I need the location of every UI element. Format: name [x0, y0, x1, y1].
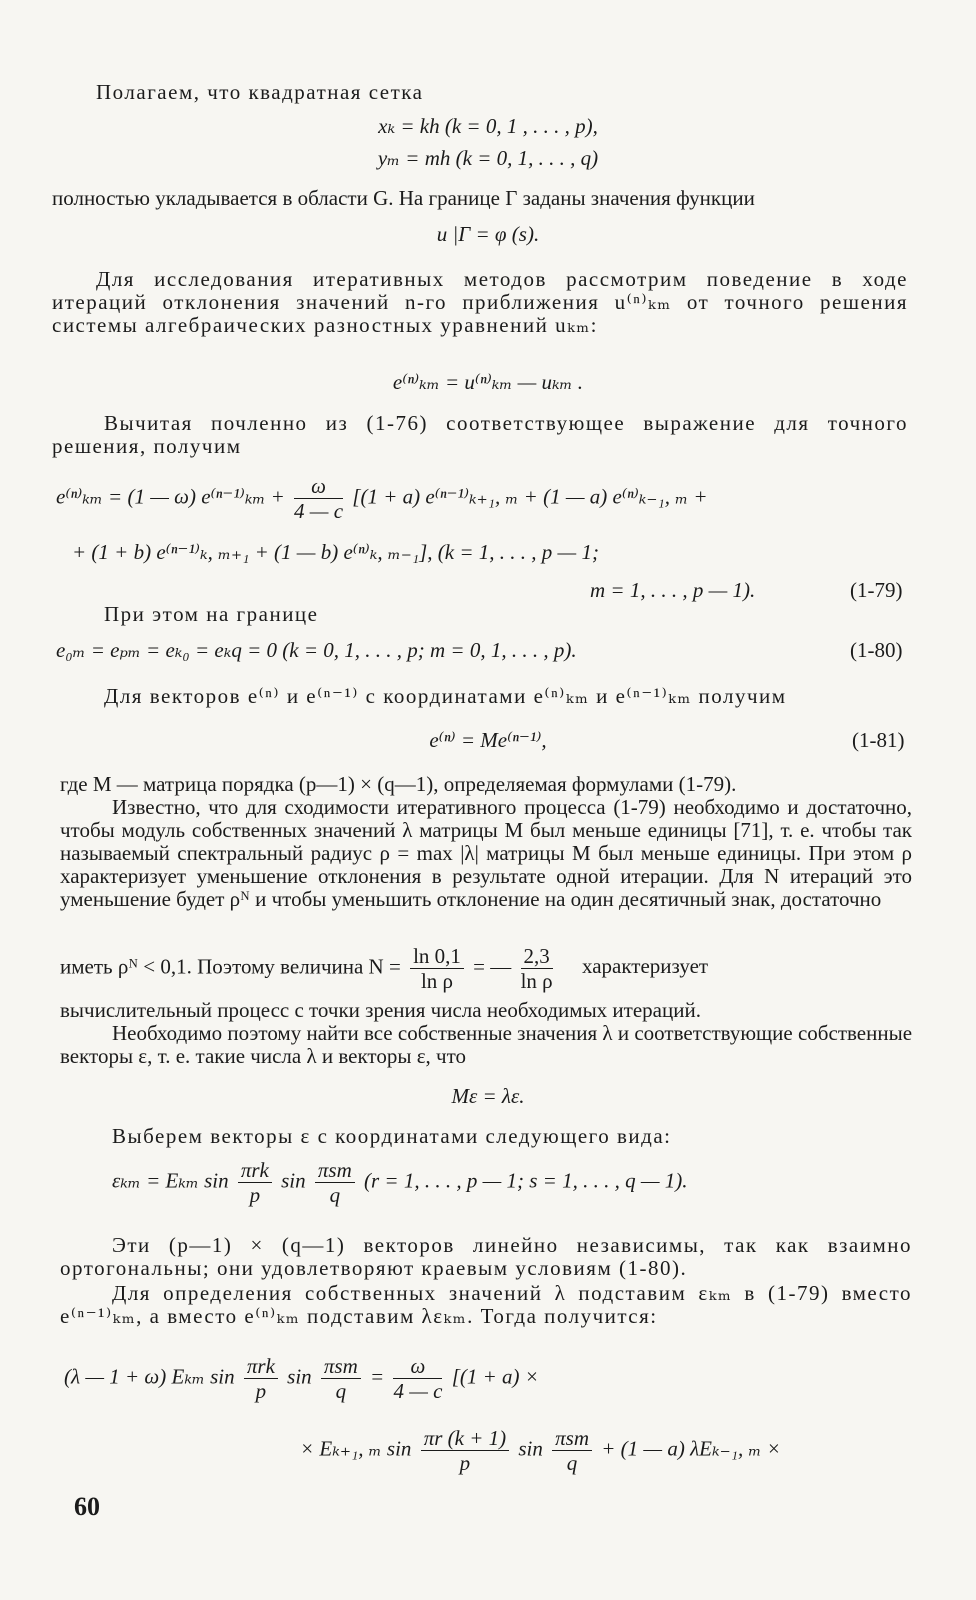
ln-fraction-1-den: ln ρ — [420, 969, 454, 993]
eq79-fraction — [294, 474, 343, 523]
ln-fraction-2 — [521, 944, 553, 993]
eq79-frac-den: 4 — c — [294, 499, 344, 523]
ln-fraction-1 — [410, 944, 464, 993]
intro-text: Полагаем, что квадратная сетка — [96, 80, 424, 104]
vec-sin: sin — [281, 1168, 306, 1193]
eq80: e₀ₘ = eₚₘ = eₖ₀ = eₖq = 0 (k = 0, 1, . . . , p; m = 0, 1, . . . , p). — [56, 638, 577, 662]
iterations-mid: = — — [473, 954, 512, 979]
final2-fraction-2-num: πsm — [552, 1426, 592, 1451]
eq81: e⁽ⁿ⁾ = Me⁽ⁿ⁻¹⁾, — [429, 728, 547, 752]
final-fraction-3-num: ω — [393, 1354, 442, 1379]
final-equals: = — [370, 1364, 385, 1389]
final-right: [(1 + a) × — [451, 1364, 539, 1389]
eq81-number: (1-81) — [852, 728, 905, 752]
grid-y-equation: yₘ = mh (k = 0, 1, . . . , q) — [377, 146, 599, 170]
final-equation-line1 — [64, 1354, 539, 1403]
final-fraction-1-num: πrk — [244, 1354, 278, 1379]
final2-fraction-1 — [421, 1426, 509, 1475]
paragraph-1: Для исследования итеративных методов рассмотрим поведение в ходе итераций отклонения значений n-го приближения u⁽ⁿ⁾ₖₘ от точного решения системы алгебраических разностных уравнений uₖₘ: — [52, 267, 908, 337]
final2-sin: sin — [518, 1436, 543, 1461]
ln-fraction-2-den: ln ρ — [520, 969, 553, 993]
ln-fraction-2-num: 2,3 — [521, 944, 553, 969]
eq79-number: (1-79) — [850, 578, 903, 602]
error-definition: e⁽ⁿ⁾ₖₘ = u⁽ⁿ⁾ₖₘ — uₖₘ . — [392, 370, 584, 394]
vec-fraction-1 — [238, 1158, 272, 1207]
boundary2-text: При этом на границе — [104, 602, 319, 626]
paragraph-4: Необходимо поэтому найти все собственные значения λ и соответствующие собственные векторы ε, т. е. такие числа λ и векторы ε, что — [60, 1021, 913, 1068]
eigenvector-equation — [112, 1158, 688, 1207]
final-left: (λ — 1 + ω) Eₖₘ sin — [64, 1364, 235, 1389]
boundary-equation: u |Γ = φ (s). — [436, 222, 540, 246]
vec-fraction-2-num: πsm — [315, 1158, 355, 1183]
paragraph-5: Выберем векторы ε с координатами следующего вида: — [112, 1124, 672, 1148]
page-number: 60 — [74, 1492, 100, 1521]
final-fraction-2 — [321, 1354, 361, 1403]
final-equation-line2 — [300, 1426, 781, 1475]
final-fraction-3 — [393, 1354, 442, 1403]
final-fraction-1-den: p — [255, 1379, 267, 1403]
eq79-line3: m = 1, . . . , p — 1). — [590, 578, 756, 602]
eq79-line1-right: [(1 + a) e⁽ⁿ⁻¹⁾ₖ₊₁, ₘ + (1 — a) e⁽ⁿ⁾ₖ₋₁, ₘ + — [352, 484, 708, 509]
eq80-number: (1-80) — [850, 638, 903, 662]
eq79-frac-num: ω — [294, 474, 343, 499]
vec-fraction-1-den: p — [249, 1183, 261, 1207]
paragraph-3: Известно, что для сходимости итеративного процесса (1-79) необходимо и достаточно, чтобы модуль собственных значений λ матрицы M был меньше единицы [71], т. е. чтобы так называемый спектральный радиус ρ = max |λ| матрицы M был меньше единицы. При этом ρ характеризует уменьшение отклонения в результате одной итерации. Для N итераций это уменьшение будет ρᴺ и чтобы уменьшить отклонение на один десятичный знак, достаточно — [60, 795, 912, 911]
final-fraction-1 — [244, 1354, 278, 1403]
eq79-line2: + (1 + b) e⁽ⁿ⁻¹⁾ₖ, ₘ₊₁ + (1 — b) e⁽ⁿ⁾ₖ, ₘ₋₁], (k = 1, . . . , p — 1; — [72, 540, 599, 564]
final2-fraction-1-num: πr (k + 1) — [421, 1426, 509, 1451]
final-fraction-2-den: q — [335, 1379, 347, 1403]
eq79-line1 — [56, 474, 708, 523]
final-fraction-2-num: πsm — [321, 1354, 361, 1379]
final2-left: × Eₖ₊₁, ₘ sin — [300, 1436, 412, 1461]
final-sin: sin — [287, 1364, 312, 1389]
final2-fraction-2-den: q — [566, 1451, 578, 1475]
grid-x-equation: xₖ = kh (k = 0, 1 , . . . , p), — [378, 114, 598, 138]
matrix-text: где M — матрица порядка (p—1) × (q—1), определяемая формулами (1-79). — [60, 772, 737, 796]
eq79-line1-left: e⁽ⁿ⁾ₖₘ = (1 — ω) e⁽ⁿ⁻¹⁾ₖₘ + — [56, 484, 285, 509]
ln-fraction-1-num: ln 0,1 — [410, 944, 464, 969]
vec-right: (r = 1, . . . , p — 1; s = 1, . . . , q — 1). — [364, 1168, 688, 1193]
final2-right: + (1 — a) λEₖ₋₁, ₘ × — [601, 1436, 781, 1461]
final2-fraction-1-den: p — [459, 1451, 471, 1475]
iterations-tail: характеризует — [582, 954, 709, 979]
paragraph-7: Для определения собственных значений λ подставим εₖₘ в (1-79) вместо e⁽ⁿ⁻¹⁾ₖₘ, а вместо e⁽ⁿ⁾ₖₘ подставим λεₖₘ. Тогда получится: — [60, 1281, 912, 1328]
paragraph-3-end: вычислительный процесс с точки зрения числа необходимых итераций. — [60, 998, 701, 1022]
iterations-line — [60, 944, 708, 993]
vec-fraction-2-den: q — [329, 1183, 341, 1207]
vectors-text: Для векторов e⁽ⁿ⁾ и e⁽ⁿ⁻¹⁾ с координатами e⁽ⁿ⁾ₖₘ и e⁽ⁿ⁻¹⁾ₖₘ получим — [104, 684, 787, 708]
final2-fraction-2 — [552, 1426, 592, 1475]
paragraph-6: Эти (p—1) × (q—1) векторов линейно независимы, так как взаимно ортогональны; они удовлетворяют краевым условиям (1-80). — [60, 1233, 912, 1280]
eigen-equation: Mε = λε. — [451, 1084, 525, 1108]
vec-fraction-1-num: πrk — [238, 1158, 272, 1183]
final-fraction-3-den: 4 — c — [393, 1379, 443, 1403]
paragraph-2: Вычитая почленно из (1-76) соответствующее выражение для точного решения, получим — [52, 411, 908, 458]
vec-left: εₖₘ = Eₖₘ sin — [112, 1168, 229, 1193]
boundary-text: полностью укладывается в области G. На границе Γ заданы значения функции — [52, 186, 755, 210]
vec-fraction-2 — [315, 1158, 355, 1207]
iterations-text: иметь ρᴺ < 0,1. Поэтому величина N = — [60, 954, 401, 979]
